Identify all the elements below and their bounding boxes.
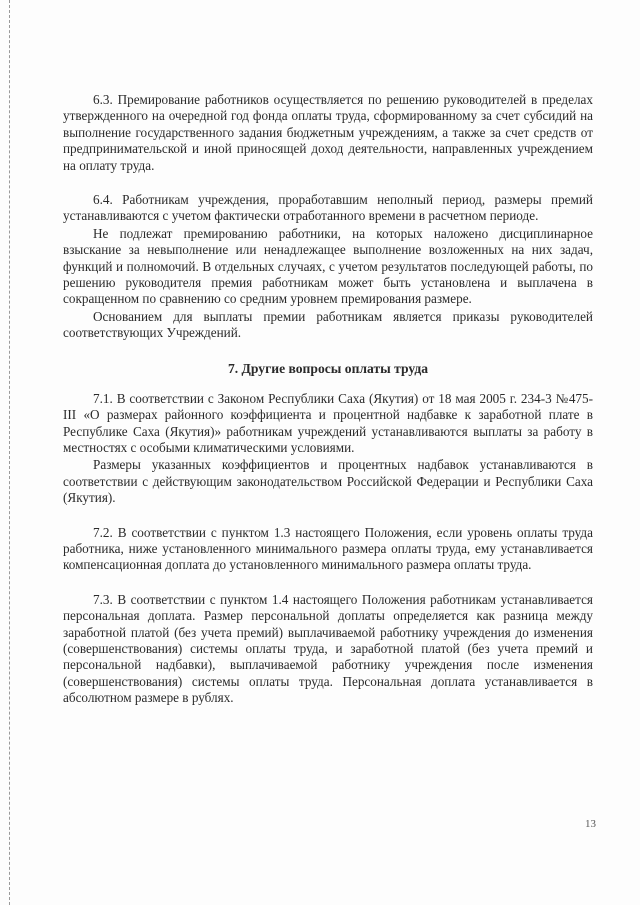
paragraph-7-1: 7.1. В соответствии с Законом Республики Саха (Якутия) от 18 мая 2005 г. 234-3 №475-III «О размерах районного коэффициента и процентной надбавке к заработной плате в Республике Саха (Якутия)» работникам учреждений устанавливаются выплаты за работу в местностях с особыми климатическими условиями. [63, 390, 593, 455]
paragraph-6-4: 6.4. Работникам учреждения, проработавшим неполный период, размеры премий устанавливаются с учетом фактически отработанного времени в расчетном периоде. [63, 192, 593, 224]
section-heading: 7. Другие вопросы оплаты труда [227, 360, 429, 376]
paragraph-bonus-basis: Основанием для выплаты премии работникам является приказы руководителей соответствующих Учреждений. [63, 308, 593, 341]
paragraph-7-1-coefficients: Размеры указанных коэффициентов и процентных надбавок устанавливаются в соответствии с действующим законодательством Российской Федерации и Республики Саха (Якутия). [63, 457, 593, 506]
paragraph-7-2: 7.2. В соответствии с пунктом 1.3 настоящего Положения, если уровень оплаты труда работника, ниже установленного минимального размера оплаты труда, ему устанавливается компенсационная доплата до установленного минимального размера оплаты труда. [63, 524, 593, 573]
paragraph-6-3: 6.3. Премирование работников осуществляется по решению руководителей в пределах утвержденного на очередной год фонда оплаты труда, сформированному за счет субсидий на выполнение государственного задания бюджетным учреждениям, а также за счет средств от предпринимательской и иной приносящей доход деятельности, направленных учреждением на оплату труда. [63, 92, 593, 173]
binding-edge-line [9, 0, 10, 905]
paragraph-7-3: 7.3. В соответствии с пунктом 1.4 настоящего Положения работникам устанавливается персональная доплата. Размер персональной доплаты определяется как разница между заработной платой (без учета премий) выплачиваемой работнику учреждения до изменения (совершенствования) системы оплаты труда, и заработной платой (без учета премий и персональной надбавки), выплачиваемой работнику учреждения после изменения (совершенствования) системы оплаты труда. Персональная доплата устанавливается в абсолютном размере в рублях. [63, 591, 593, 706]
document-body [63, 92, 593, 707]
paragraph-bonus-exclusion: Не подлежат премированию работники, на которых наложено дисциплинарное взыскание за невыполнение или ненадлежащее выполнение возложенных на них задач, функций и полномочий. В отдельных случаях, с учетом результатов последующей работы, по решению руководителя премия работникам может быть установлена и выплачена в сокращенном по сравнению со средним уровнем премирования размере. [63, 225, 593, 307]
page-number: 13 [585, 818, 596, 830]
